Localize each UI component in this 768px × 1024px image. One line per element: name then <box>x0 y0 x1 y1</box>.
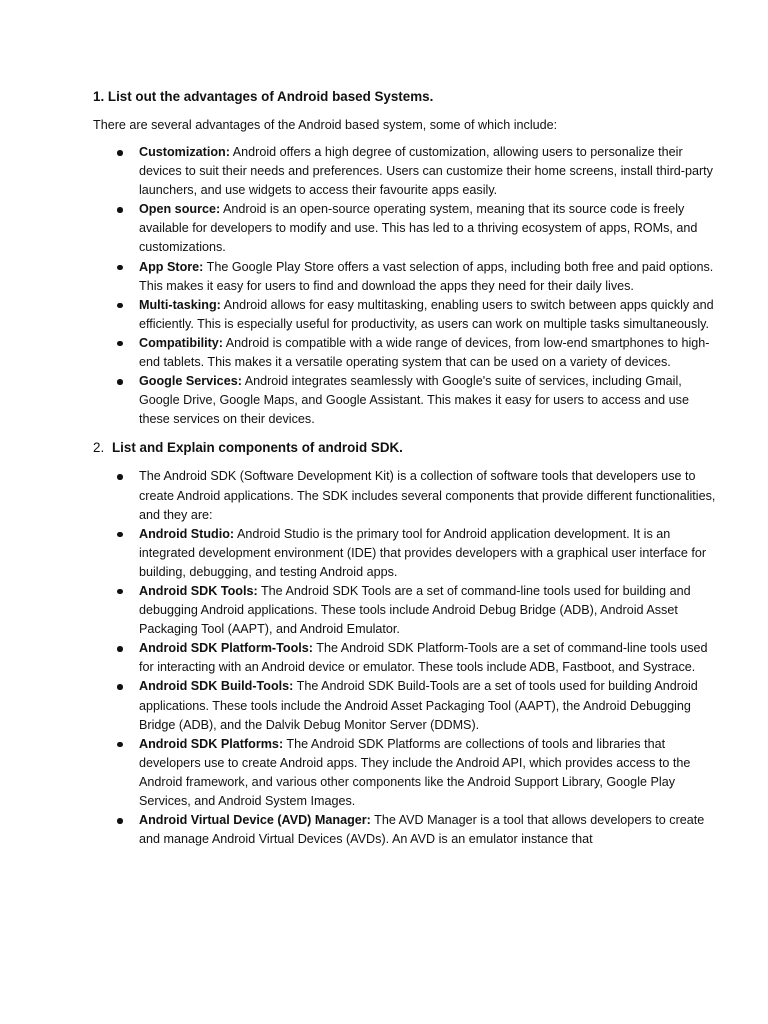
bullet-icon <box>117 818 123 824</box>
item-term: Android SDK Tools: <box>139 583 258 598</box>
item-term: Multi-tasking: <box>139 297 221 312</box>
bullet-icon <box>117 646 123 652</box>
list-item <box>93 677 716 734</box>
item-text: Android is compatible with a wide range of devices, from low-end smartphones to high-end tablets. This makes it a versatile operating system that can be used on a variety of devices. <box>139 335 710 370</box>
item-text: Android is an open-source operating system, meaning that its source code is freely available for developers to modify and use. This has led to a thriving ecosystem of apps, ROMs, and customizations. <box>139 202 698 255</box>
list-item <box>93 296 716 334</box>
list-item <box>93 200 716 257</box>
bullet-icon <box>117 532 123 538</box>
sdk-components-list <box>93 467 716 849</box>
bullet-icon <box>117 207 123 213</box>
bullet-icon <box>117 150 123 156</box>
list-item <box>93 372 716 429</box>
item-text: The Android SDK Platform-Tools are a set of command-line tools used for interacting with an Android device or emulator. These tools include ADB, Fastboot, and Systrace. <box>139 641 708 675</box>
item-text: The Android SDK Platforms are collections of tools and libraries that developers use to create Android apps. They include the Android API, which provides access to the Android framework, and various other components like the Android Support Library, Google Play Services, and Android System Images. <box>139 736 691 808</box>
section-1-heading <box>93 88 716 106</box>
item-term: Compatibility: <box>139 335 223 350</box>
section-2-heading <box>93 439 716 457</box>
section-1-intro: There are several advantages of the Android based system, some of which include: <box>93 118 558 132</box>
bullet-icon <box>117 684 123 690</box>
item-term: Open source: <box>139 202 221 217</box>
item-text: The Android SDK Tools are a set of command-line tools used for building and debugging Android applications. These tools include Android Debug Bridge (ADB), Android Asset Packaging Tool (AAPT), and Android Emulator. <box>139 583 691 637</box>
list-item <box>93 525 716 582</box>
bullet-icon <box>117 265 123 271</box>
item-text: The Android SDK (Software Development Kit) is a collection of software tools that developers use to create Android applications. The SDK includes several components that provide different functionalities, and they are: <box>139 469 716 522</box>
list-item <box>93 334 716 372</box>
section-2-number: 2. <box>93 440 105 456</box>
advantages-list <box>93 143 716 429</box>
bullet-icon <box>117 303 123 309</box>
bullet-icon <box>117 589 123 595</box>
list-item <box>93 639 716 677</box>
section-1-heading-text: 1. List out the advantages of Android based Systems. <box>93 89 434 104</box>
item-text: Android allows for easy multitasking, enabling users to switch between apps quickly and efficiently. This is especially useful for productivity, as users can work on multiple tasks simultaneously. <box>139 297 714 331</box>
item-text: The Android SDK Build-Tools are a set of tools used for building Android applications. These tools include the Android Asset Packaging Tool (AAPT), the Android Debugging Bridge (ADB), and the Dalvik Debug Monitor Server (DDMS). <box>139 679 698 732</box>
item-text: The Google Play Store offers a vast selection of apps, including both free and paid options. This makes it easy for users to find and download the apps they need for their daily lives. <box>139 259 714 293</box>
item-term: Android SDK Platforms: <box>139 736 284 751</box>
item-term: App Store: <box>139 259 204 274</box>
section-2-heading-text: List and Explain components of android SDK. <box>112 440 403 456</box>
item-term: Android SDK Platform-Tools: <box>139 641 313 656</box>
list-item <box>93 735 716 811</box>
item-term: Android Studio: <box>139 526 235 541</box>
list-item <box>93 467 716 524</box>
item-term: Android SDK Build-Tools: <box>139 679 294 694</box>
bullet-icon <box>117 379 123 385</box>
item-term: Customization: <box>139 145 230 159</box>
item-text: Android integrates seamlessly with Google's suite of services, including Gmail, Google Drive, Google Maps, and Google Assistant. This makes it easy for users to access and use these services on their devices. <box>139 374 689 427</box>
list-item <box>93 258 716 296</box>
list-item <box>93 143 716 200</box>
bullet-icon <box>117 742 123 748</box>
bullet-icon <box>117 474 123 480</box>
item-text: The AVD Manager is a tool that allows developers to create and manage Android Virtual Devices (AVDs). An AVD is an emulator instance that <box>139 813 705 847</box>
item-term: Google Services: <box>139 374 242 389</box>
list-item <box>93 811 716 849</box>
bullet-icon <box>117 341 123 347</box>
item-text: Android Studio is the primary tool for Android application development. It is an integrated development environment (IDE) that provides developers with a graphical user interface for building, debugging, and testing Android apps. <box>139 526 707 579</box>
item-text: Android offers a high degree of customization, allowing users to personalize their devices to suit their needs and preferences. Users can customize their home screens, install third-party launchers, and use widgets to access their favourite apps easily. <box>139 145 713 198</box>
item-term: Android Virtual Device (AVD) Manager: <box>139 813 371 828</box>
list-item <box>93 582 716 639</box>
